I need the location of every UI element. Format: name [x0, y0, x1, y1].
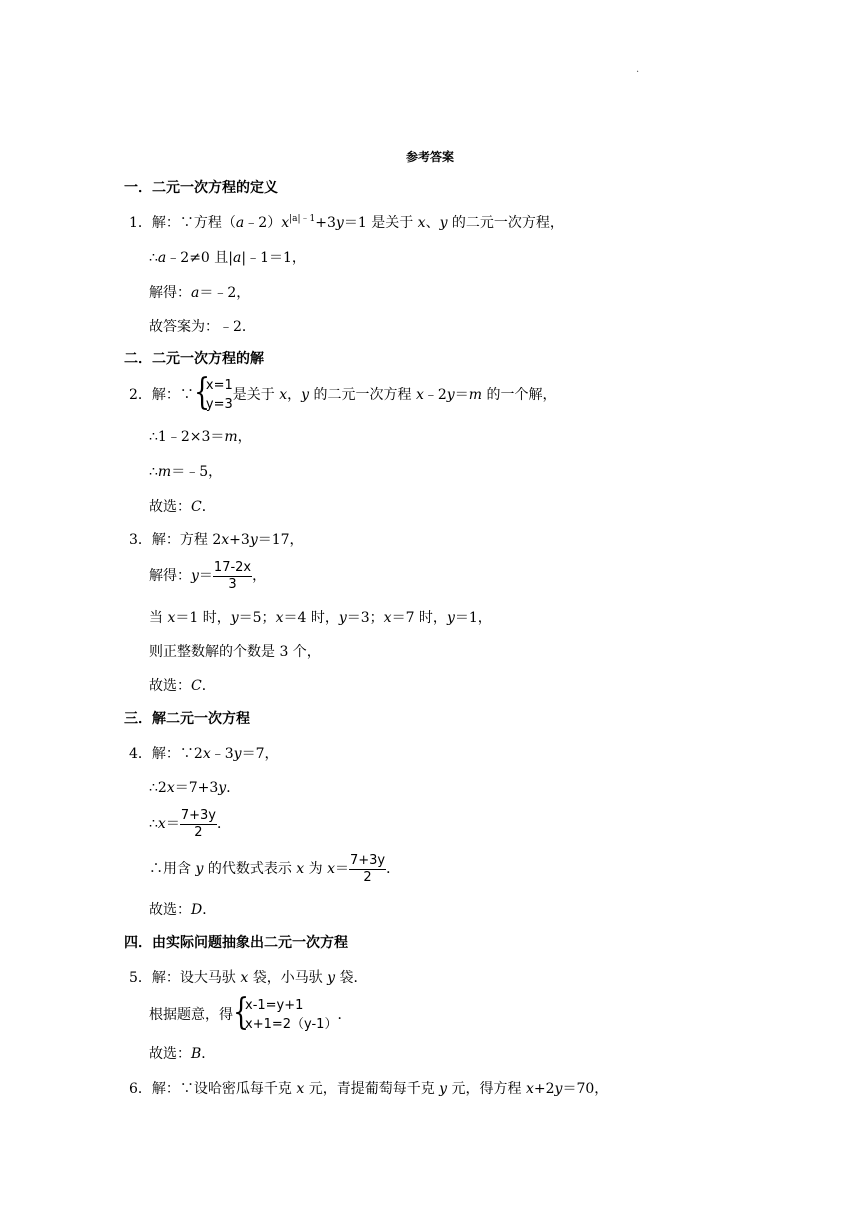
section-heading-2: 二．二元一次方程的解: [124, 351, 264, 367]
q1-line4: 故答案为：﹣2．: [149, 319, 256, 335]
equation-system: { x-1=y+1 x+1=2（y-1）: [233, 992, 338, 1033]
page-title: 参考答案: [405, 150, 454, 164]
brace-icon: {: [233, 992, 250, 1033]
q6-line1: 6．解：∵设哈密瓜每千克 x 元，青提葡萄每千克 y 元，得方程 x+2y＝70，: [129, 1081, 609, 1097]
q4-line1: 4．解：∵2x﹣3y＝7，: [129, 746, 279, 762]
q4-line3: ∴x＝ $\frac{7+3y}{2}$ ．: [149, 807, 231, 840]
q3-line2: 解得：y＝ $\frac{17-2x}{3}$ ，: [149, 559, 267, 592]
fraction: $\frac{7+3y}{2}$: [180, 807, 216, 840]
q5-line1: 5．解：设大马驮 x 袋，小马驮 y 袋．: [129, 970, 368, 986]
q1-line2: ∴a﹣2≠0 且|a|﹣1＝1，: [149, 250, 306, 266]
q5-line2: 根据题意，得 { x-1=y+1 x+1=2（y-1） ．: [149, 992, 352, 1033]
q4-line2: ∴2x＝7+3y．: [149, 780, 241, 796]
header-dot: .: [636, 64, 640, 75]
q4-line5: 故选：D．: [149, 902, 217, 918]
q5-line3: 故选：B．: [149, 1046, 216, 1062]
q3-line1: 3．解：方程 2x+3y＝17，: [129, 532, 304, 548]
q3-line3: 当 x＝1 时，y＝5；x＝4 时，y＝3；x＝7 时，y＝1，: [149, 610, 492, 626]
fraction: $\frac{7+3y}{2}$: [350, 852, 386, 885]
q1-line1: 1．解：∵方程$(a﹣2)x^{|a|﹣1}+3y=1$ 是关于 x、y 的二元一次方程，: [129, 214, 564, 231]
equation-system: { x=1 y=3: [193, 372, 233, 413]
q1-line3: 解得：a＝﹣2，: [149, 285, 251, 301]
q4-line4: ∴用含 y 的代数式表示 x 为 x＝ $\frac{7+3y}{2}$ ．: [149, 852, 401, 885]
q3-line5: 故选：C．: [149, 678, 216, 694]
section-heading-3: 三．解二元一次方程: [124, 711, 250, 727]
section-heading-4: 四．由实际问题抽象出二元一次方程: [124, 935, 348, 951]
brace-icon: {: [193, 372, 210, 413]
q2-line3: ∴m＝﹣5，: [149, 464, 223, 480]
fraction: $\frac{17-2x}{3}$: [213, 559, 252, 592]
q2-line1: 2．解：∵ { x=1 y=3 是关于 x，y 的二元一次方程 x﹣2y＝m 的一个解，: [129, 372, 557, 413]
section-heading-1: 一．二元一次方程的定义: [124, 180, 278, 196]
q2-line4: 故选：C．: [149, 499, 216, 515]
q3-line4: 则正整数解的个数是 3 个，: [149, 644, 321, 660]
q2-line2: ∴1﹣2×3＝m，: [149, 429, 252, 445]
